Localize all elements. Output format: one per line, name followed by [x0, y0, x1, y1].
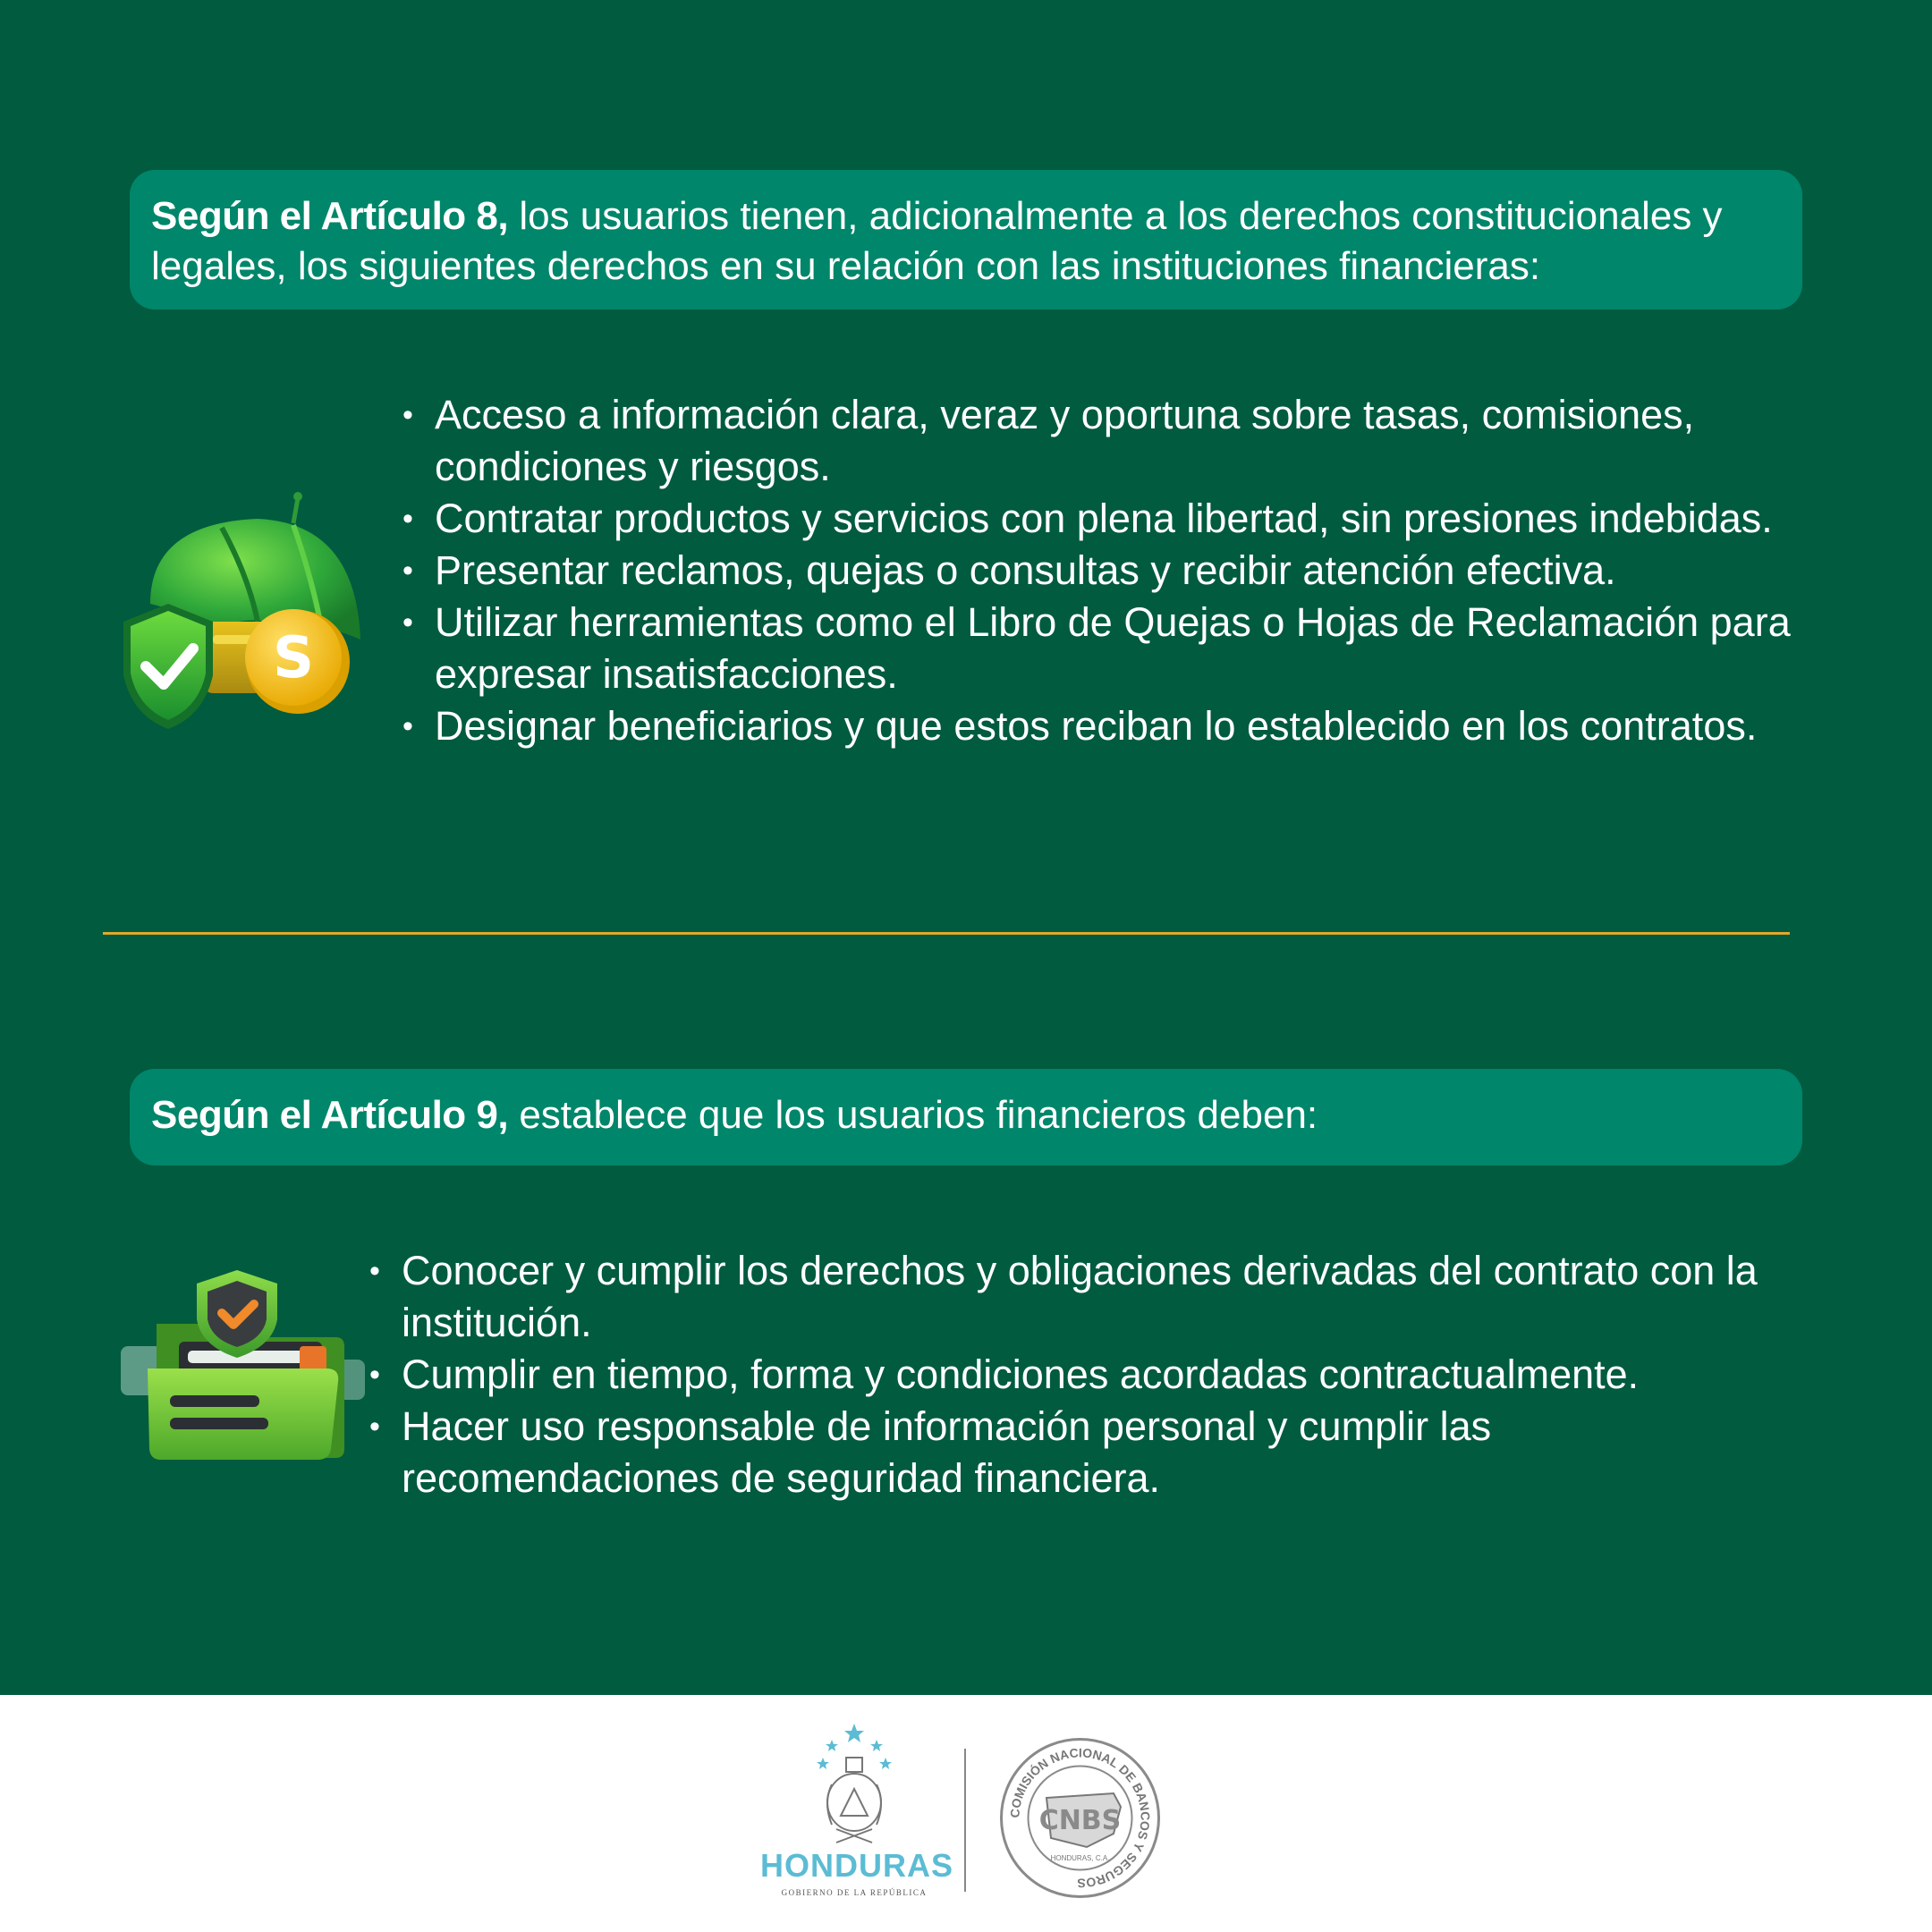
- list-item: • Hacer uso responsable de información personal y cumplir las recomendaciones de seguridad financiera.: [369, 1401, 1818, 1504]
- list-item: • Designar beneficiarios y que estos reciban lo establecido en los contratos.: [402, 700, 1816, 752]
- gobierno-subtitle: GOBIERNO DE LA REPÚBLICA: [781, 1888, 928, 1897]
- logo-separator: [964, 1749, 966, 1892]
- list-item: • Contratar productos y servicios con plena libertad, sin presiones indebidas.: [402, 493, 1816, 545]
- honduras-government-logo: [760, 1722, 954, 1919]
- article-9-intro: establece que los usuarios financieros deben:: [508, 1093, 1318, 1137]
- list-item: • Acceso a información clara, veraz y oportuna sobre tasas, comisiones, condiciones y riesgos.: [402, 389, 1816, 493]
- list-item: • Presentar reclamos, quejas o consultas y recibir atención efectiva.: [402, 545, 1816, 597]
- article-9-duties-list: [369, 1245, 1818, 1504]
- honduras-wordmark: HONDURAS: [760, 1847, 954, 1884]
- section-divider: [103, 932, 1790, 935]
- cnbs-location: HONDURAS, C.A.: [1050, 1854, 1110, 1862]
- honduras-coat-of-arms-icon: [760, 1722, 948, 1847]
- umbrella-shield-coin-icon: [114, 487, 374, 733]
- cnbs-mark: CNBS: [1038, 1805, 1122, 1836]
- article-8-lead: Según el Artículo 8,: [151, 194, 509, 238]
- list-item: • Utilizar herramientas como el Libro de Quejas o Hojas de Reclamación para expresar insatisfacciones.: [402, 597, 1816, 700]
- cnbs-seal-logo: [997, 1735, 1163, 1901]
- article-8-rights-list: [402, 389, 1816, 752]
- article-9-header: [130, 1069, 1802, 1165]
- article-9-lead: Según el Artículo 9,: [151, 1093, 509, 1137]
- list-item: • Cumplir en tiempo, forma y condiciones acordadas contractualmente.: [369, 1349, 1818, 1401]
- folder-shield-check-icon: [121, 1270, 367, 1462]
- article-8-intro: los usuarios tienen, adicionalmente a los derechos constitucionales y legales, los siguientes derechos en su relación con las instituciones financieras:: [151, 194, 1723, 288]
- article-8-header: [130, 170, 1802, 309]
- list-item: • Conocer y cumplir los derechos y obligaciones derivadas del contrato con la institución.: [369, 1245, 1818, 1349]
- footer-logos: [0, 1695, 1932, 1932]
- svg-text:S: S: [272, 625, 315, 691]
- cnbs-ring-text: COMISIÓN NACIONAL DE BANCOS Y SEGUROS: [1007, 1745, 1153, 1891]
